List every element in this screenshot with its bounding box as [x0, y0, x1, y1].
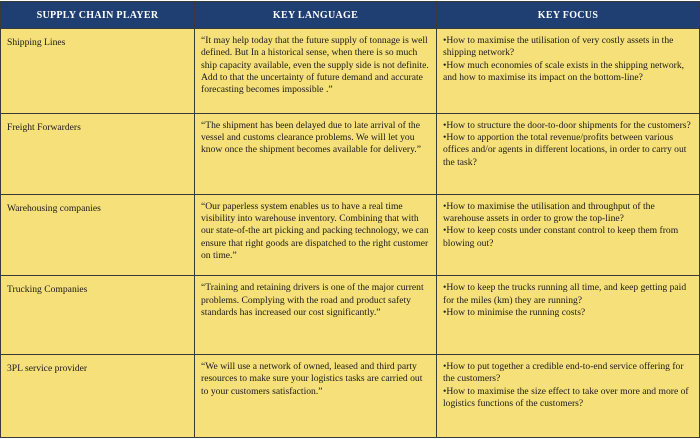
focus-cell — [437, 276, 700, 355]
supply-chain-table — [0, 1, 700, 438]
player-cell: Warehousing companies — [1, 194, 195, 276]
table-row — [1, 29, 700, 114]
focus-cell — [437, 29, 700, 114]
focus-item: •How to apportion the total revenue/profits between various offices and/or agents in different locations, in order to carry out the task? — [443, 132, 687, 168]
focus-item: •How to maximise the utilisation and throughput of the warehouse assets in order to grow the top-line? — [443, 200, 655, 224]
language-cell: “Training and retaining drivers is one of the major current problems. Complying with the road and product safety standards has increased our cost significantly.” — [195, 276, 437, 355]
header-supply-chain-player: SUPPLY CHAIN PLAYER — [1, 2, 195, 29]
player-cell: Shipping Lines — [1, 29, 195, 114]
focus-item: •How to structure the door-to-door shipments for the customers? — [443, 119, 691, 131]
focus-item: •How to keep costs under constant control to keep them from blowing out? — [443, 225, 679, 249]
focus-item: •How to maximise the utilisation of very costly assets in the shipping network? — [443, 35, 674, 59]
focus-cell — [437, 113, 700, 194]
header-key-focus: KEY FOCUS — [437, 2, 700, 29]
language-cell: “We will use a network of owned, leased and third party resources to make sure your logistics tasks are carried out to your customers satisfaction.” — [195, 355, 437, 438]
focus-item: •How to keep the trucks running all time, and keep getting paid for the miles (km) they are running? — [443, 282, 687, 306]
player-cell: Trucking Companies — [1, 276, 195, 355]
focus-item: •How to maximise the size effect to take over more and more of logistics functions of the customers? — [443, 385, 689, 410]
focus-item: •How much economies of scale exists in the shipping network, and how to maximise its impact on the bottom-line? — [443, 59, 685, 83]
table-row — [1, 194, 700, 276]
header-row — [1, 2, 700, 29]
table-row — [1, 276, 700, 355]
table-row — [1, 355, 700, 438]
focus-item: •How to minimise the running costs? — [443, 307, 586, 319]
language-cell: “Our paperless system enables us to have a real time visibility into warehouse inventory. Combining that with our state-of-the art picking and packing technology, we can ensure that right goods are dispatched to the right customer on time.” — [195, 194, 437, 276]
focus-cell — [437, 194, 700, 276]
player-cell: 3PL service provider — [1, 355, 195, 438]
header-key-language: KEY LANGUAGE — [195, 2, 437, 29]
focus-cell — [437, 355, 700, 438]
language-cell: “It may help today that the future supply of tonnage is well defined. But In a historical sense, when there is so much ship capacity available, even the supply side is not definite. Add to that the uncertainty of future demand and accurate forecasting becomes impossible .” — [195, 29, 437, 114]
table-row — [1, 113, 700, 194]
focus-item: •How to put together a credible end-to-end service offering for the customers? — [443, 361, 684, 385]
player-cell: Freight Forwarders — [1, 113, 195, 194]
language-cell: “The shipment has been delayed due to late arrival of the vessel and customs clearance problems. We will let you know once the shipment becomes available for delivery.” — [195, 113, 437, 194]
